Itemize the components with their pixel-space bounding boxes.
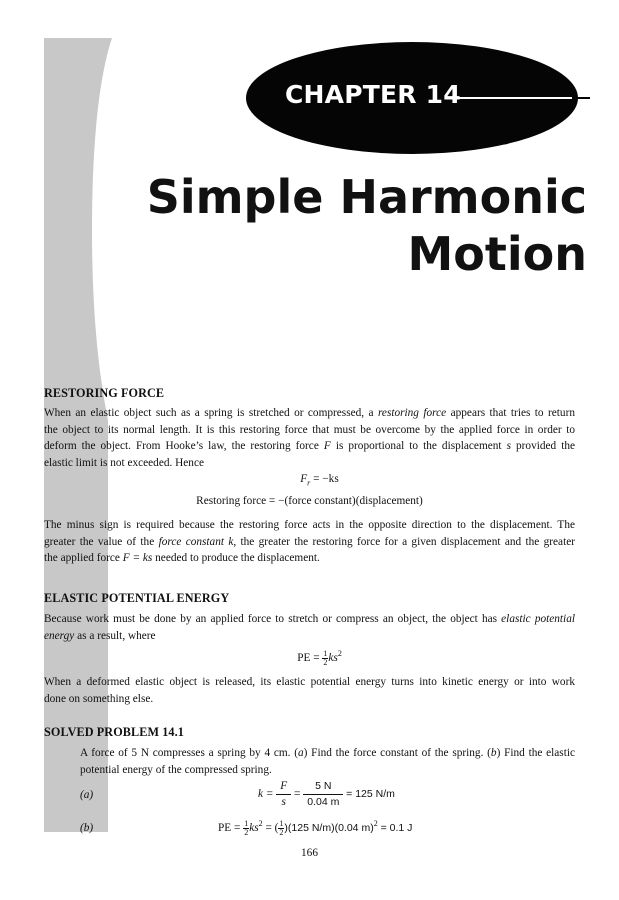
part-a-label: (a): [80, 789, 94, 801]
text-line: elastic limit is not exceeded. Hence: [44, 457, 204, 470]
text-line: potential energy of the compressed spring.: [80, 763, 272, 776]
elastic-paragraph-1: [44, 611, 575, 644]
restoring-paragraph-2: [44, 517, 575, 567]
equation-restoring-force-words: Restoring force = −(force constant)(displacement): [196, 495, 423, 507]
text-line: the applied force F = ks needed to produce the displacement.: [44, 552, 320, 565]
equation-hookes-law: $F_r = -ks$: [300, 473, 339, 488]
solved-problem-question: [80, 745, 575, 778]
page-number: 166: [301, 847, 318, 859]
text-line: done on something else.: [44, 692, 154, 705]
text-line: The minus sign is required because the restoring force acts in the opposite direction to the displacement. The: [44, 519, 575, 531]
text-line: When an elastic object such as a spring is stretched or compressed, a restoring force appears that tries to return: [44, 407, 575, 419]
section-heading-elastic-potential-energy: ELASTIC POTENTIAL ENERGY: [44, 591, 230, 605]
section-heading-restoring-force: RESTORING FORCE: [44, 386, 165, 400]
text-line: the object to its normal length. It is this restoring force that must be overcome by the applied force in order to: [44, 423, 575, 436]
text-line: energy as a result, where: [44, 629, 156, 642]
text-line: A force of 5 N compresses a spring by 4 cm. (a) Find the force constant of the spring. (b) Find the elastic: [80, 747, 575, 759]
chapter-title-line1: Simple Harmonic: [146, 170, 587, 224]
text-line: Because work must be done by an applied force to stretch or compress an object, the object has elastic potential: [44, 613, 575, 625]
solution-part-a: k = $\frac{F}{s}$ = $\frac{5 N}{0.04 m}$ = 125 N/m: [258, 780, 395, 808]
elastic-paragraph-2: [44, 674, 575, 707]
chapter-label: CHAPTER 14: [285, 80, 461, 109]
text-line: greater the value of the force constant k, the greater the restoring force for a given displacement and the greater: [44, 535, 575, 548]
restoring-paragraph-1: [44, 405, 575, 472]
section-heading-solved-problem: SOLVED PROBLEM 14.1: [44, 725, 184, 739]
text-line: When a deformed elastic object is released, its elastic potential energy turns into kinetic energy or into work: [44, 676, 575, 688]
text-line: deform the object. From Hooke’s law, the restoring force F is proportional to the displacement s provided the: [44, 440, 576, 453]
chapter-title-line2: Motion: [407, 227, 587, 281]
solution-part-b: PE = $\frac{1}{2}$ $ks^2$ = ( $\frac{1}{2}$ )(125 N/m)(0.04 m)$^2$ = 0.1 J: [218, 818, 413, 837]
part-b-label: (b): [80, 822, 94, 834]
equation-elastic-pe: PE = $\frac{1}{2}$ $ks^2$: [297, 648, 342, 667]
